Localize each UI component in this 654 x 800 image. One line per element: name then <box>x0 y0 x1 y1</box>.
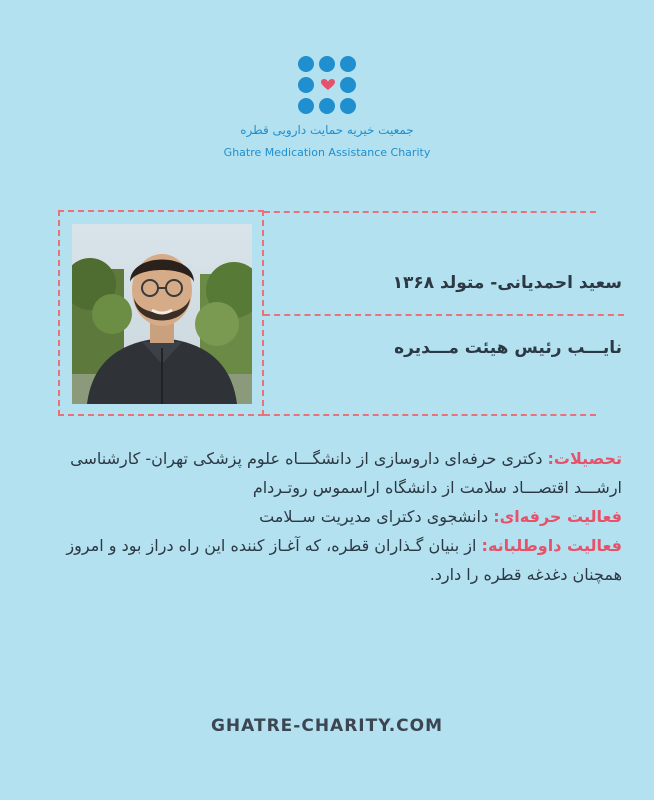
logo-dot <box>319 98 335 114</box>
photo-frame <box>58 210 264 416</box>
logo-dot <box>298 56 314 72</box>
professional-paragraph <box>30 502 622 531</box>
logo-dot <box>319 56 335 72</box>
profile-photo <box>72 224 252 404</box>
logo-dot <box>298 77 314 93</box>
professional-text: دانشجوی دکترای مدیریت ســلامت <box>259 507 494 526</box>
divider-top <box>264 211 596 213</box>
bio-section <box>30 444 622 589</box>
education-paragraph <box>30 444 622 502</box>
logo-dot <box>298 98 314 114</box>
heart-icon <box>321 79 335 91</box>
volunteer-paragraph <box>30 531 622 589</box>
divider-middle <box>264 314 624 316</box>
org-name-persian: جمعیت خیریه حمایت دارویی قطره <box>240 123 414 137</box>
website-link[interactable]: GHATRE-CHARITY.COM <box>210 716 444 736</box>
logo-dot <box>340 98 356 114</box>
divider-bottom <box>264 414 596 416</box>
volunteer-label: فعالیت داوطلبانه: <box>481 536 622 555</box>
org-name-english: Ghatre Medication Assistance Charity <box>223 146 431 159</box>
education-label: تحصیلات: <box>547 449 622 468</box>
person-role: نایـــب رئیس هیئت مـــدیره <box>394 338 622 358</box>
education-text: دکتری حرفه‌ای داروسازی از دانشگـــاه علوم پزشکی تهران- کارشناسی ارشـــد اقتصـــاد سلامت از دانشگاه اراسموس روتـردام <box>70 449 622 497</box>
logo-dot <box>340 56 356 72</box>
volunteer-text: از بنیان گـذاران قطره، که آغـاز کننده این راه دراز بود و امروز همچنان دغدغه قطره را دارد. <box>66 536 622 584</box>
professional-label: فعالیت حرفه‌ای: <box>493 507 622 526</box>
person-name: سعید احمدیانی- متولد ۱۳۶۸ <box>392 273 622 293</box>
logo-dot <box>340 77 356 93</box>
